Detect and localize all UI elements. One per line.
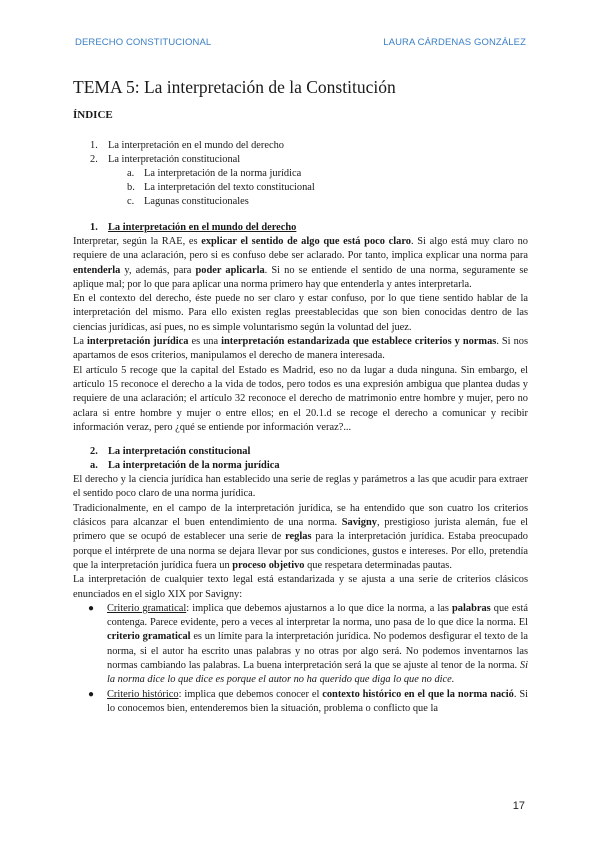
list-item: ● Criterio gramatical: implica que debemos ajustarnos a lo que dice la norma, a las palabras que está contenga. Parece evidente, pero a veces al interpretar la norma, uno pasa de lo que dice la norma. El criterio gramatical es un límite para la interpretación jurídica. No podemos desfigurar el texto de la norma, si el autor ha escrito unas palabras y no otras por algo será. No podemos inventarnos las normas cambiando las palabras. La buena interpretación será la que se ajuste al tenor de la norma. Si la norma dice lo que dice es porque el autor no ha querido que diga lo que no dice. <box>88 602 528 686</box>
toc-item: 2. La interpretación constitucional <box>90 154 241 165</box>
toc-subitem: a. La interpretación de la norma jurídica <box>127 168 302 179</box>
page-content <box>73 70 528 716</box>
section-1-heading: 1. La interpretación en el mundo del derecho <box>90 222 297 233</box>
paragraph: Tradicionalmente, en el campo de la interpretación jurídica, se ha entendido que son cuatro los criterios clásicos para alcanzar el buen entendimiento de una norma. Savigny, prestigioso jurista alemán, fue el primero que se ocupó de establecer una serie de reglas para la interpretación jurídica. Estaba preocupado porque el intérprete de una norma se dejara llevar por sus condiciones, gustos e intereses. Por ello, pretendía que la interpretación jurídica fuera un proceso objetivo que respetara determinadas pautas. <box>73 502 529 571</box>
paragraph: La interpretación de cualquier texto legal está estandarizada y se ajusta a una serie de criterios clásicos enunciados en el siglo XIX por Savigny: <box>73 574 528 600</box>
criteria-list <box>73 602 528 716</box>
paragraph: Interpretar, según la RAE, es explicar el sentido de algo que está poco claro. Si algo está muy claro no requiere de una aclaración, pero si es confuso debe ser aclarado. Por tanto, implica explicar una norma para entenderla y, además, para poder aplicarla. Si no se entiende el sentido de una norma, seguramente se aplique mal; por lo que para aplicar una norma primero hay que entenderla y antes interpretarla. <box>73 236 528 290</box>
paragraph: El artículo 5 recoge que la capital del Estado es Madrid, eso no da lugar a duda ninguna. Sin embargo, el artículo 15 reconoce el derecho a la vida de todos, pero todos es una expresión ambigua que plantea dudas y requiere de una aclaración; el artículo 32 reconoce el derecho de matrimonio entre hombre y mujer, pero no aclara si entre hombre y mujer o entre ellos; en el 20.1.d se recoge el derecho a comunicar y recibir información veraz, pero ¿qué se entiende por información veraz?... <box>73 364 528 433</box>
table-of-contents <box>73 139 528 209</box>
toc-subitem: b. La interpretación del texto constitucional <box>127 182 315 193</box>
header-subject: DERECHO CONSTITUCIONAL <box>75 37 212 48</box>
section-2-heading: 2. La interpretación constitucional <box>90 446 251 458</box>
bullet-icon: ● <box>88 688 95 700</box>
page-number: 17 <box>512 800 525 812</box>
paragraph: En el contexto del derecho, éste puede no ser claro y estar confuso, por lo que tiene sentido hablar de la interpretación del mismo. Para ello existen reglas preestablecidas que son bien conocidas dentro de las ciencias jurídicas, así pues, no es simple voluntarismo según la voluntad del juez. <box>73 293 528 333</box>
toc-subitem: c. Lagunas constitucionales <box>127 196 249 207</box>
header-author: LAURA CÁRDENAS GONZÁLEZ <box>383 37 526 48</box>
list-item: ● Criterio histórico: implica que debemos conocer el contexto histórico en el que la norma nació. Si lo conocemos bien, entenderemos bien la situación, problema o conflicto que la <box>88 688 529 714</box>
bullet-icon: ● <box>88 602 95 614</box>
page-title: TEMA 5: La interpretación de la Constitución <box>73 77 396 97</box>
paragraph: La interpretación jurídica es una interpretación estandarizada que establece criterios y normas. Si nos apartamos de esos criterios, manipulamos el derecho de manera interesada. <box>73 336 528 362</box>
paragraph: El derecho y la ciencia jurídica han establecido una serie de reglas y parámetros a las que acudir para extraer el sentido poco claro de una norma jurídica. <box>73 474 528 500</box>
index-heading: ÍNDICE <box>73 109 113 121</box>
toc-item: 1. La interpretación en el mundo del derecho <box>90 140 284 151</box>
subsection-a-heading: a. La interpretación de la norma jurídica <box>90 460 280 472</box>
